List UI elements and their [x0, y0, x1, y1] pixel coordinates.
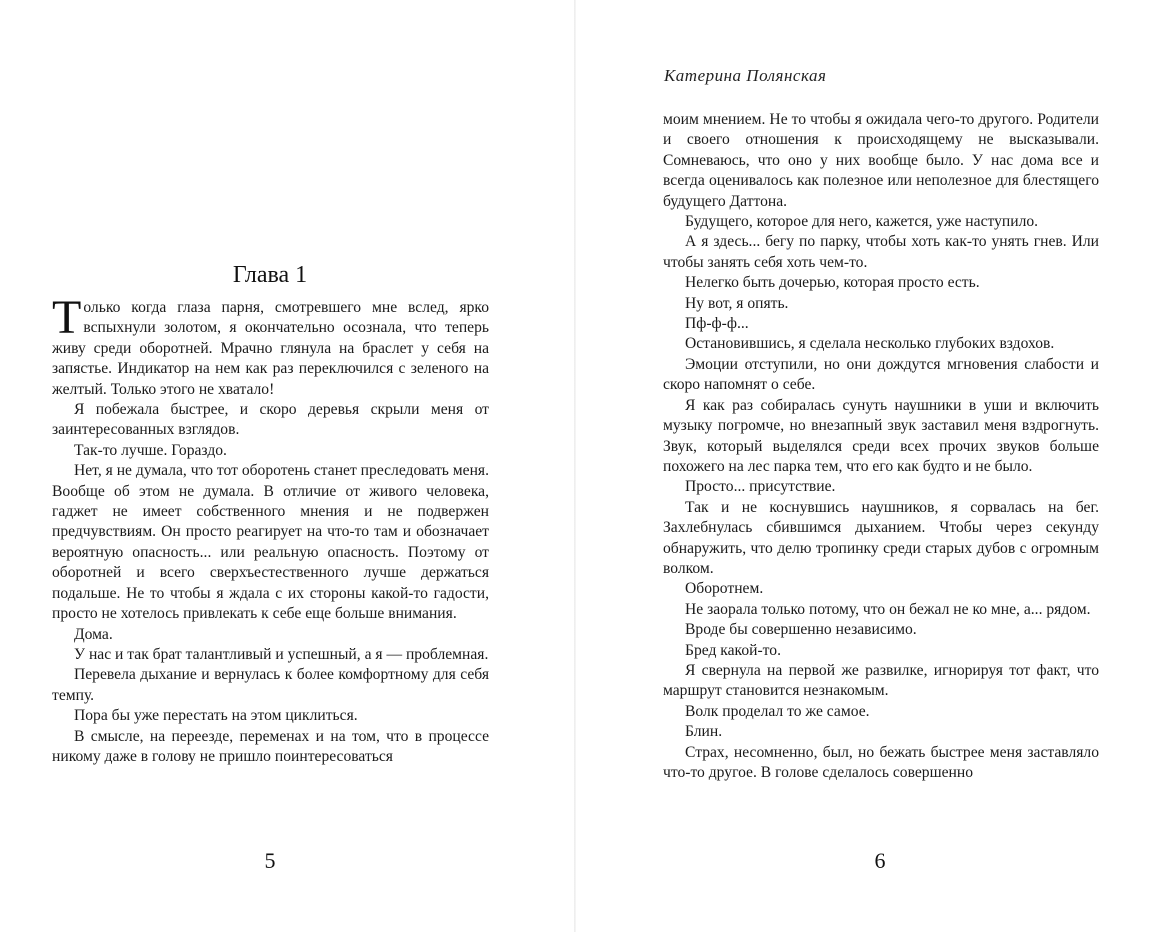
left-text-block	[52, 291, 489, 767]
page-number: 5	[264, 848, 276, 873]
paragraph: Нет, я не думала, что тот оборотень станет преследовать меня. Вообще об этом не думала. В отличие от живого человека, гаджет не имеет собственного мнения и не подвержен предчувствиям. Он просто реагирует на что-то там и обозначает вероятную опасность... или реальную опасность. Поэтому от оборотней и всего сверхъестественного лучше держаться подальше. Не то чтобы я ждала с их стороны какой-то гадости, просто не хотелось привлекать к себе еще больше внимания.	[52, 462, 489, 623]
paragraph: Я побежала быстрее, и скоро деревья скрыли меня от заинтересованных взглядов.	[52, 401, 489, 439]
drop-cap: Т	[52, 291, 82, 344]
paragraph: Остановившись, я сделала несколько глубоких вздохов.	[685, 335, 1055, 353]
page-number: 6	[874, 848, 886, 873]
chapter-title: Глава 1	[232, 262, 308, 288]
paragraph: Я свернула на первой же развилке, игнорируя тот факт, что маршрут становится незнакомым.	[663, 661, 1099, 700]
paragraph: Пф-ф-ф...	[685, 315, 749, 333]
paragraph: Просто... присутствие.	[685, 478, 836, 496]
paragraph: Пора бы уже перестать на этом циклиться.	[74, 707, 358, 725]
paragraph: Вроде бы совершенно независимо.	[685, 621, 917, 639]
paragraph: А я здесь... бегу по парку, чтобы хоть как-то унять гнев. Или чтобы занять себя хоть чем-то.	[663, 233, 1099, 271]
paragraph: Не заорала только потому, что он бежал не ко мне, а... рядом.	[685, 600, 1091, 618]
running-head-author: Катерина Полянская	[664, 66, 827, 85]
paragraph: У нас и так брат талантливый и успешный, а я — проблемная.	[74, 645, 489, 663]
paragraph: Оборотнем.	[685, 580, 764, 598]
right-text-block	[663, 110, 1099, 783]
paragraph: Ну вот, я опять.	[685, 294, 789, 312]
paragraph: Так и не коснувшись наушников, я сорвалась на бег. Захлебнулась сбившимся дыханием. Чтобы через секунду обнаружить, что делю тропинку среди старых дубов с огромным волком.	[663, 498, 1099, 577]
opening-paragraph-text: олько когда глаза парня, смотревшего мне вслед, ярко вспыхнули золотом, я окончательно осознала, что теперь живу среди оборотней. Мрачно глянула на браслет у себя на запястье. Индикатор на нем как раз переключился с зеленого на желтый. Только этого не хватало!	[52, 299, 489, 398]
left-page	[0, 0, 574, 932]
paragraph: Волк проделал то же самое.	[685, 702, 870, 720]
paragraph: Бред какой-то.	[685, 641, 781, 659]
paragraph: Блин.	[685, 723, 723, 741]
paragraph: Эмоции отступили, но они дождутся мгновения слабости и скоро напомнят о себе.	[663, 355, 1099, 394]
right-page	[576, 0, 1151, 932]
paragraph: Страх, несомненно, был, но бежать быстрее меня заставляло что-то другое. В голове сделалось совершенно	[663, 743, 1099, 781]
paragraph: Так-то лучше. Гораздо.	[74, 441, 227, 459]
paragraph: Будущего, которое для него, кажется, уже наступило.	[685, 213, 1039, 231]
paragraph: Дома.	[74, 625, 113, 643]
opening-paragraph	[52, 291, 489, 400]
paragraph: Перевела дыхание и вернулась к более комфортному для себя темпу.	[52, 666, 489, 704]
paragraph: Я как раз собиралась сунуть наушники в уши и включить музыку погромче, но внезапный звук заставил меня вздрогнуть. Звук, который выделялся среди всех прочих звуков больше похожего на лес парка тем, что его как будто и не было.	[663, 396, 1099, 475]
continued-paragraph: моим мнением. Не то чтобы я ожидала чего-то другого. Родители и своего отношения к происходящему не высказывали. Сомневаюсь, что оно у них вообще было. У нас дома все и всегда оценивалось как полезное или неполезное для блестящего будущего Даттона.	[663, 111, 1099, 210]
paragraph: Нелегко быть дочерью, которая просто есть.	[685, 274, 980, 292]
paragraph: В смысле, на переезде, переменах и на том, что в процессе никому даже в голову не пришло поинтересоваться	[52, 727, 489, 765]
